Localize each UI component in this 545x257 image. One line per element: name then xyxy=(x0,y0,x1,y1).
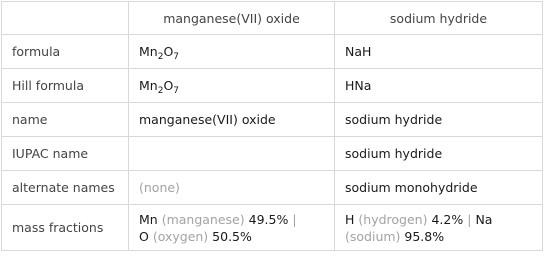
row-label-alternate-names: alternate names xyxy=(2,171,129,205)
element-name: (sodium) xyxy=(345,228,401,244)
table-row-hill-formula xyxy=(2,69,543,103)
mass-fraction-value: 50.5% xyxy=(212,228,252,244)
name-manganese-vii-oxide: manganese(VII) oxide xyxy=(129,103,335,137)
header-row xyxy=(2,2,543,35)
row-label-name: name xyxy=(2,103,129,137)
table-row-mass-fractions xyxy=(2,205,543,251)
separator: | xyxy=(292,211,297,227)
column-header-sodium-hydride: sodium hydride xyxy=(335,2,543,35)
formula-sodium-hydride: NaH xyxy=(335,35,543,69)
row-label-mass-fractions: mass fractions xyxy=(2,205,129,251)
subscript: 7 xyxy=(173,52,180,62)
row-label-iupac-name: IUPAC name xyxy=(2,137,129,171)
corner-cell xyxy=(2,2,129,35)
formula-manganese-vii-oxide xyxy=(129,35,335,69)
alternate-names-sodium-hydride: sodium monohydride xyxy=(335,171,543,205)
element-symbol: O xyxy=(163,78,174,93)
element-symbol: Mn xyxy=(139,78,158,93)
element-symbol: O xyxy=(139,228,149,244)
element-symbol: O xyxy=(163,44,174,59)
subscript: 7 xyxy=(173,86,180,96)
mass-fraction-value: 4.2% xyxy=(431,211,464,227)
element-name: (oxygen) xyxy=(152,228,209,244)
element-symbol: Na xyxy=(475,211,493,227)
table-row-iupac-name xyxy=(2,137,543,171)
subscript: 2 xyxy=(157,86,164,96)
compound-comparison-table xyxy=(1,1,543,251)
column-header-manganese-vii-oxide: manganese(VII) oxide xyxy=(129,2,335,35)
hill-formula-sodium-hydride: HNa xyxy=(335,69,543,103)
separator: | xyxy=(467,211,472,227)
element-symbol: Mn xyxy=(139,211,158,227)
element-name: (manganese) xyxy=(161,211,245,227)
name-sodium-hydride: sodium hydride xyxy=(335,103,543,137)
mass-fraction-value: 49.5% xyxy=(248,211,289,227)
table-row-name xyxy=(2,103,543,137)
table-row-alternate-names xyxy=(2,171,543,205)
subscript: 2 xyxy=(157,52,164,62)
iupac-name-sodium-hydride: sodium hydride xyxy=(335,137,543,171)
row-label-hill-formula: Hill formula xyxy=(2,69,129,103)
hill-formula-manganese-vii-oxide xyxy=(129,69,335,103)
mass-fractions-manganese-vii-oxide xyxy=(129,205,335,251)
mass-fraction-value: 95.8% xyxy=(404,228,445,244)
alternate-names-manganese-vii-oxide: (none) xyxy=(129,171,335,205)
element-name: (hydrogen) xyxy=(358,211,428,227)
iupac-name-manganese-vii-oxide xyxy=(129,137,335,171)
table-row-formula xyxy=(2,35,543,69)
mass-fractions-sodium-hydride xyxy=(335,205,543,251)
row-label-formula: formula xyxy=(2,35,129,69)
element-symbol: H xyxy=(345,211,355,227)
element-symbol: Mn xyxy=(139,44,158,59)
